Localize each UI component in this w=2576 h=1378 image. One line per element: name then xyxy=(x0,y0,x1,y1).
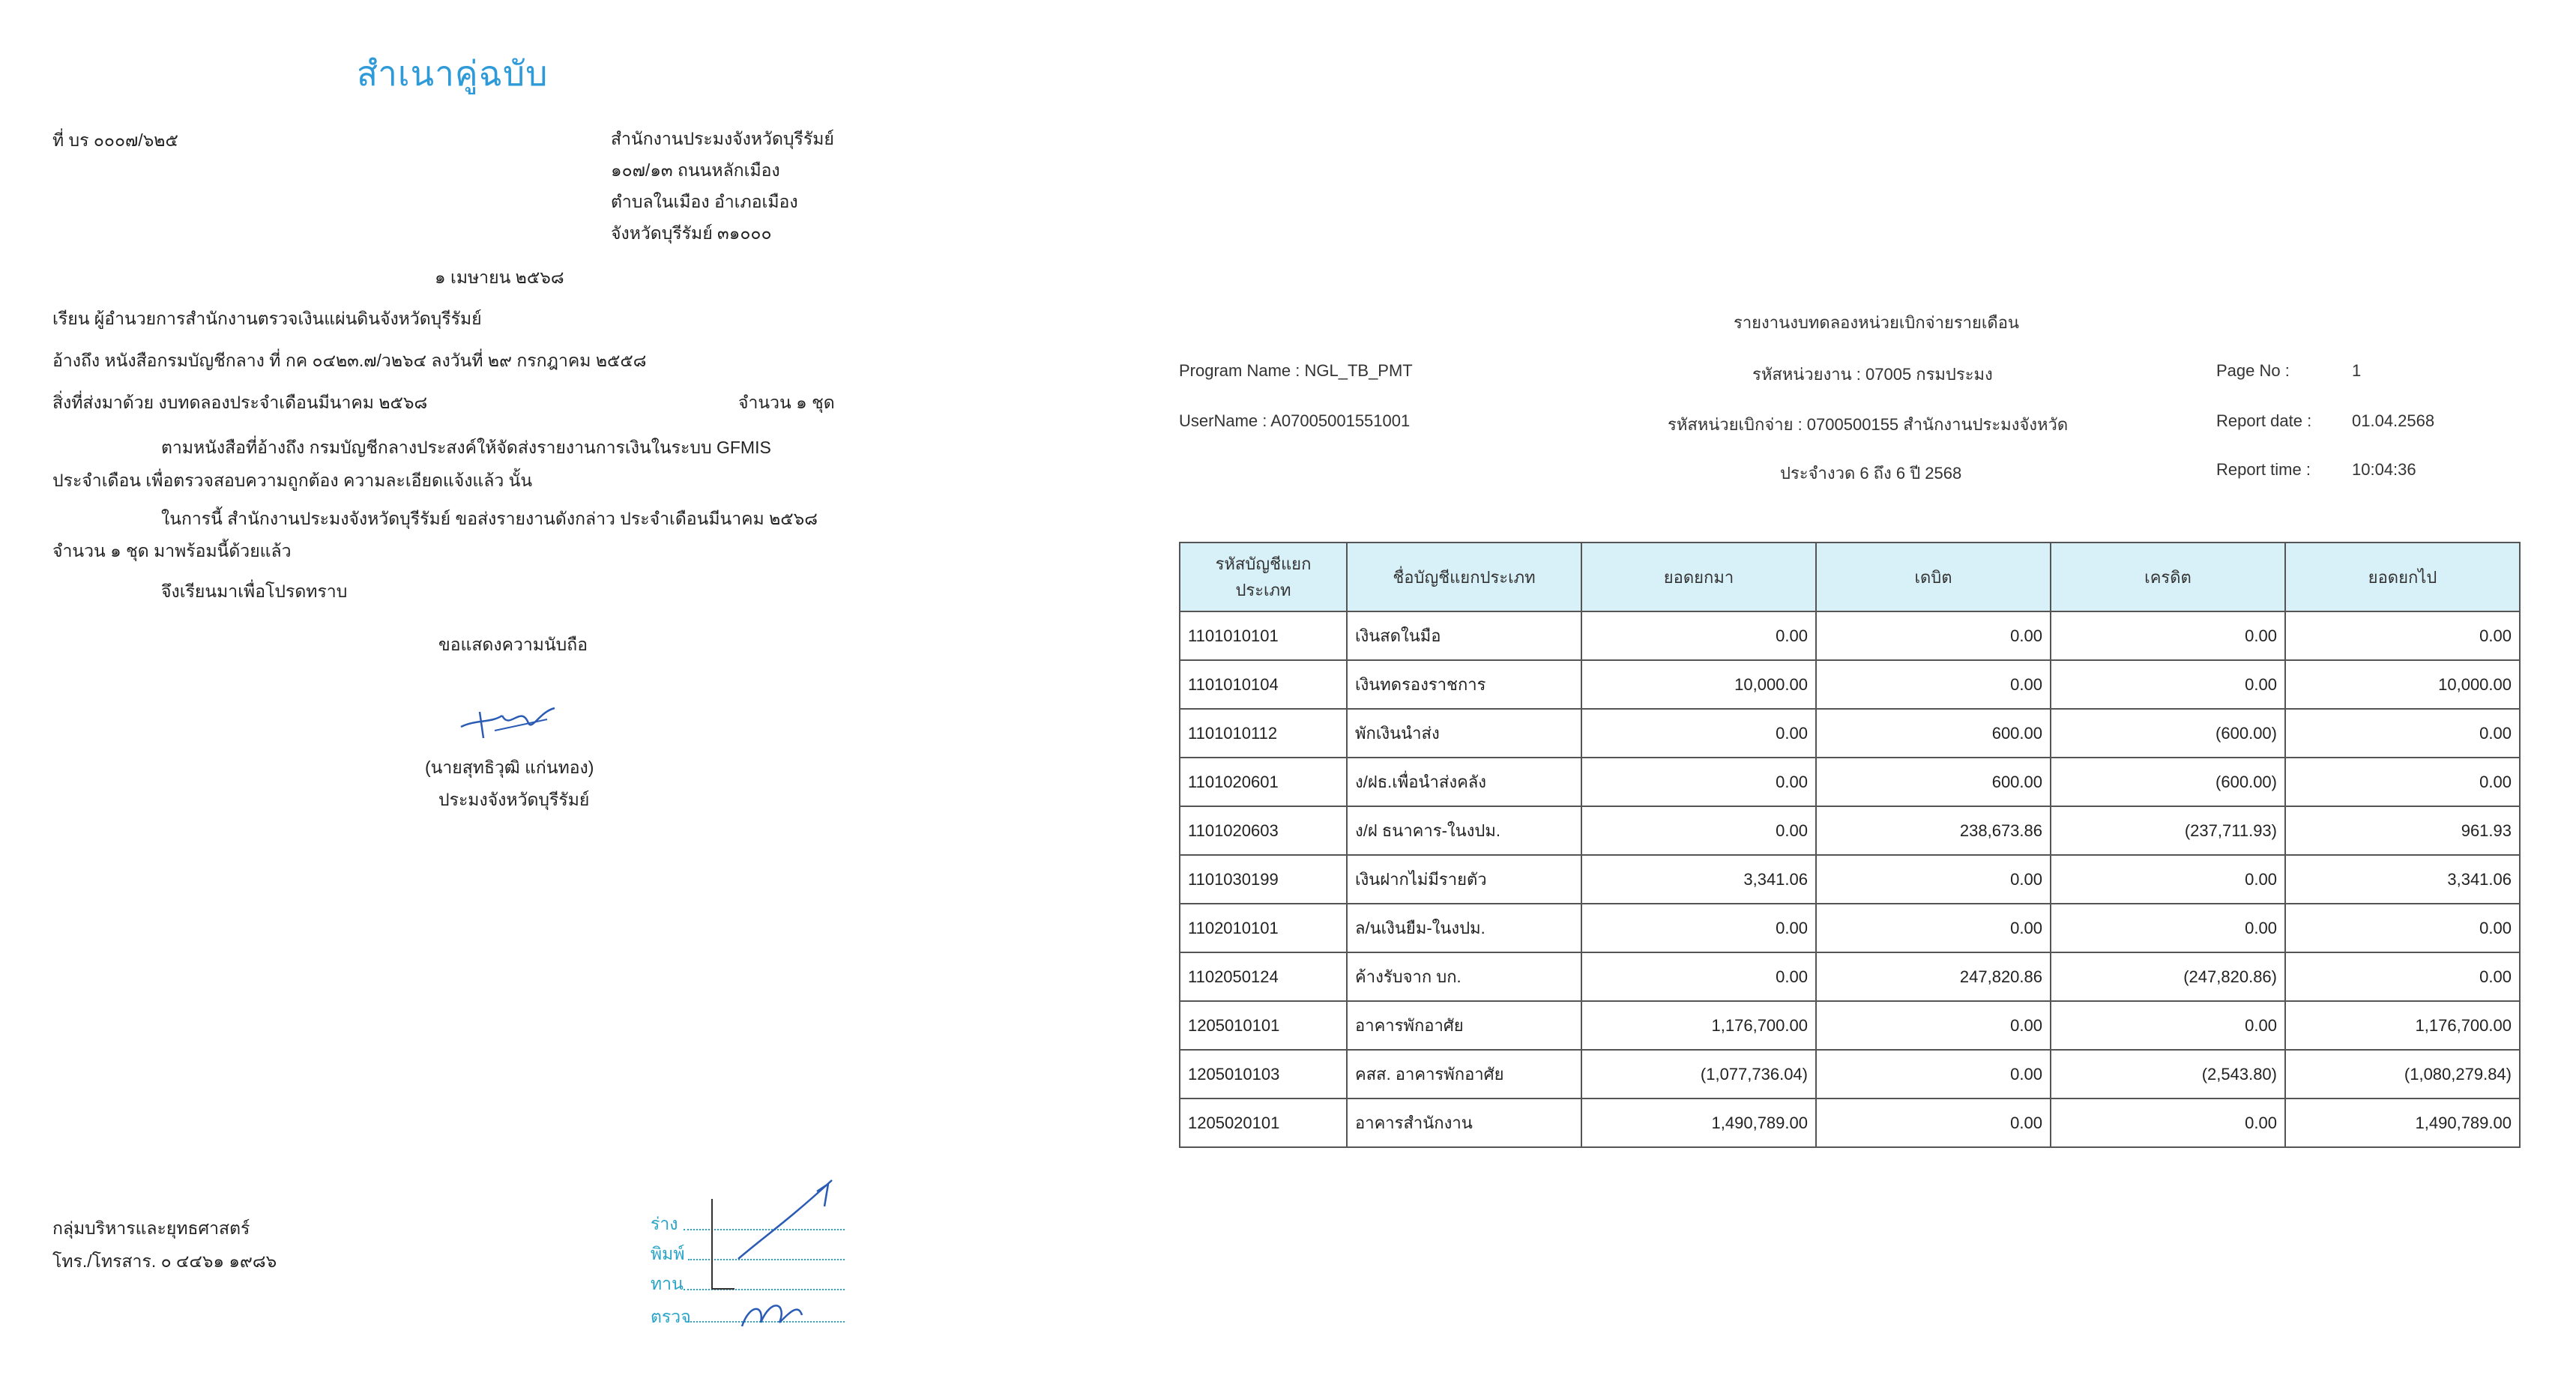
closing-balance: 1,490,789.00 xyxy=(2285,1099,2520,1147)
disbursing-unit: รหัสหน่วยเบิกจ่าย : 0700500155 สำนักงานประมงจังหวัด xyxy=(1668,415,2069,434)
regards: ขอแสดงความนับถือ xyxy=(438,635,588,654)
debit: 0.00 xyxy=(1816,1050,2051,1099)
closing-balance: 961.93 xyxy=(2285,806,2520,855)
account-code: 1101030199 xyxy=(1180,855,1347,904)
office-address-line-4: จังหวัดบุรีรัมย์ ๓๑๐๐๐ xyxy=(611,223,772,243)
credit: (600.00) xyxy=(2051,709,2285,758)
account-name: ค้างรับจาก บก. xyxy=(1347,952,1581,1001)
debit: 600.00 xyxy=(1816,709,2051,758)
account-code: 1205010101 xyxy=(1180,1001,1347,1050)
credit: (600.00) xyxy=(2051,758,2285,806)
office-address-line-3: ตำบลในเมือง อำเภอเมือง xyxy=(611,192,798,211)
account-code: 1101020601 xyxy=(1180,758,1347,806)
signer-name: (นายสุทธิวุฒิ แก่นทอง) xyxy=(425,758,594,777)
routing-check: ตรวจ xyxy=(651,1307,691,1326)
credit: (247,820.86) xyxy=(2051,952,2285,1001)
column-header-account-code: รหัสบัญชีแยกประเภท xyxy=(1180,543,1347,611)
account-name: พักเงินนำส่ง xyxy=(1347,709,1581,758)
paragraph-1-line-1: ตามหนังสือที่อ้างถึง กรมบัญชีกลางประสงค์ให้จัดส่งรายงานการเงินในระบบ GFMIS xyxy=(161,438,771,457)
opening-balance: 0.00 xyxy=(1581,904,1816,952)
opening-balance: 3,341.06 xyxy=(1581,855,1816,904)
letter-enclosure: สิ่งที่ส่งมาด้วย งบทดลองประจำเดือนมีนาคม ๒๕๖๘ xyxy=(52,393,428,412)
office-address-line-2: ๑๐๗/๑๓ ถนนหลักเมือง xyxy=(611,160,780,180)
account-code: 1205010103 xyxy=(1180,1050,1347,1099)
closing-balance: 0.00 xyxy=(2285,611,2520,660)
account-name: เงินสดในมือ xyxy=(1347,611,1581,660)
opening-balance: 0.00 xyxy=(1581,611,1816,660)
username: UserName : A07005001551001 xyxy=(1179,411,1411,430)
debit: 0.00 xyxy=(1816,611,2051,660)
opening-balance: 1,490,789.00 xyxy=(1581,1099,1816,1147)
closing-balance: 0.00 xyxy=(2285,952,2520,1001)
report-period: ประจำงวด 6 ถึง 6 ปี 2568 xyxy=(1780,464,1962,483)
table-row xyxy=(1180,611,2520,660)
department: กลุ่มบริหารและยุทธศาสตร์ xyxy=(52,1218,250,1238)
closing-balance: 0.00 xyxy=(2285,758,2520,806)
report-time-value: 10:04:36 xyxy=(2352,460,2416,479)
office-address-line-1: สำนักงานประมงจังหวัดบุรีรัมย์ xyxy=(611,129,834,148)
debit: 238,673.86 xyxy=(1816,806,2051,855)
credit: 0.00 xyxy=(2051,1001,2285,1050)
copy-stamp: สำเนาคู่ฉบับ xyxy=(357,54,549,93)
debit: 0.00 xyxy=(1816,1099,2051,1147)
column-header-account-name: ชื่อบัญชีแยกประเภท xyxy=(1347,543,1581,611)
opening-balance: 10,000.00 xyxy=(1581,660,1816,709)
closing-balance: 3,341.06 xyxy=(2285,855,2520,904)
program-name: Program Name : NGL_TB_PMT xyxy=(1179,361,1413,380)
trial-balance-table xyxy=(1179,542,2521,1148)
closing-balance: 10,000.00 xyxy=(2285,660,2520,709)
debit: 0.00 xyxy=(1816,660,2051,709)
table-row xyxy=(1180,660,2520,709)
page-number-label: Page No : xyxy=(2216,361,2290,380)
account-name: ล/นเงินยืม-ในงปม. xyxy=(1347,904,1581,952)
account-name: อาคารพักอาศัย xyxy=(1347,1001,1581,1050)
enclosure-quantity: จำนวน ๑ ชุด xyxy=(738,393,835,412)
opening-balance: 0.00 xyxy=(1581,709,1816,758)
column-header-opening-balance: ยอดยกมา xyxy=(1581,543,1816,611)
column-header-debit: เดบิต xyxy=(1816,543,2051,611)
closing-request: จึงเรียนมาเพื่อโปรดทราบ xyxy=(161,581,348,601)
credit: (237,711.93) xyxy=(2051,806,2285,855)
opening-balance: 0.00 xyxy=(1581,952,1816,1001)
closing-balance: 1,176,700.00 xyxy=(2285,1001,2520,1050)
account-code: 1101010104 xyxy=(1180,660,1347,709)
table-row xyxy=(1180,1001,2520,1050)
opening-balance: 0.00 xyxy=(1581,758,1816,806)
account-code: 1205020101 xyxy=(1180,1099,1347,1147)
table-header-row xyxy=(1180,543,2520,611)
report-date-value: 01.04.2568 xyxy=(2352,411,2435,430)
account-name: เงินฝากไม่มีรายตัว xyxy=(1347,855,1581,904)
opening-balance: 1,176,700.00 xyxy=(1581,1001,1816,1050)
credit: (2,543.80) xyxy=(2051,1050,2285,1099)
routing-review: ทาน xyxy=(651,1274,684,1293)
account-name: คสส. อาคารพักอาศัย xyxy=(1347,1050,1581,1099)
initials-image xyxy=(705,1176,854,1334)
table-row xyxy=(1180,855,2520,904)
account-code: 1101020603 xyxy=(1180,806,1347,855)
table-row xyxy=(1180,952,2520,1001)
credit: 0.00 xyxy=(2051,611,2285,660)
document-number: ที่ บร ๐๐๐๗/๖๒๕ xyxy=(52,130,178,150)
account-name: ง/ฝธ.เพื่อนำส่งคลัง xyxy=(1347,758,1581,806)
paragraph-2-line-2: จำนวน ๑ ชุด มาพร้อมนี้ด้วยแล้ว xyxy=(52,541,292,560)
debit: 0.00 xyxy=(1816,904,2051,952)
opening-balance: (1,077,736.04) xyxy=(1581,1050,1816,1099)
routing-draft: ร่าง xyxy=(651,1214,678,1233)
account-code: 1101010101 xyxy=(1180,611,1347,660)
account-name: เงินทดรองราชการ xyxy=(1347,660,1581,709)
credit: 0.00 xyxy=(2051,904,2285,952)
report-date-label: Report date : xyxy=(2216,411,2312,430)
letter-reference: อ้างถึง หนังสือกรมบัญชีกลาง ที่ กค ๐๔๒๓.๗/ว๒๖๔ ลงวันที่ ๒๙ กรกฎาคม ๒๕๕๘ xyxy=(52,351,647,370)
report-title: รายงานงบทดลองหน่วยเบิกจ่ายรายเดือน xyxy=(1734,313,2019,332)
table-row xyxy=(1180,1099,2520,1147)
closing-balance: 0.00 xyxy=(2285,904,2520,952)
credit: 0.00 xyxy=(2051,1099,2285,1147)
column-header-credit: เครดิต xyxy=(2051,543,2285,611)
report-time-label: Report time : xyxy=(2216,460,2311,479)
agency-code: รหัสหน่วยงาน : 07005 กรมประมง xyxy=(1752,365,1993,384)
page-number-value: 1 xyxy=(2352,361,2362,380)
account-code: 1102010101 xyxy=(1180,904,1347,952)
paragraph-1-line-2: ประจำเดือน เพื่อตรวจสอบความถูกต้อง ความละเอียดแจ้งแล้ว นั้น xyxy=(52,471,533,490)
paragraph-2-line-1: ในการนี้ สำนักงานประมงจังหวัดบุรีรัมย์ ขอส่งรายงานดังกล่าว ประจำเดือนมีนาคม ๒๕๖๘ xyxy=(161,509,818,528)
table-row xyxy=(1180,1050,2520,1099)
account-name: อาคารสำนักงาน xyxy=(1347,1099,1581,1147)
signature-image xyxy=(457,689,562,749)
debit: 0.00 xyxy=(1816,855,2051,904)
phone-fax: โทร./โทรสาร. ๐ ๔๔๖๑ ๑๙๘๖ xyxy=(52,1251,277,1271)
letter-subject: เรียน ผู้อำนวยการสำนักงานตรวจเงินแผ่นดินจังหวัดบุรีรัมย์ xyxy=(52,309,482,328)
routing-print: พิมพ์ xyxy=(651,1244,685,1263)
account-code: 1102050124 xyxy=(1180,952,1347,1001)
table-row xyxy=(1180,709,2520,758)
closing-balance: (1,080,279.84) xyxy=(2285,1050,2520,1099)
debit: 600.00 xyxy=(1816,758,2051,806)
opening-balance: 0.00 xyxy=(1581,806,1816,855)
signer-position: ประมงจังหวัดบุรีรัมย์ xyxy=(438,790,590,809)
debit: 0.00 xyxy=(1816,1001,2051,1050)
credit: 0.00 xyxy=(2051,660,2285,709)
letter-date: ๑ เมษายน ๒๕๖๘ xyxy=(435,268,564,287)
debit: 247,820.86 xyxy=(1816,952,2051,1001)
table-row xyxy=(1180,806,2520,855)
account-name: ง/ฝ ธนาคาร-ในงปม. xyxy=(1347,806,1581,855)
table-row xyxy=(1180,758,2520,806)
closing-balance: 0.00 xyxy=(2285,709,2520,758)
credit: 0.00 xyxy=(2051,855,2285,904)
account-code: 1101010112 xyxy=(1180,709,1347,758)
column-header-closing-balance: ยอดยกไป xyxy=(2285,543,2520,611)
table-row xyxy=(1180,904,2520,952)
